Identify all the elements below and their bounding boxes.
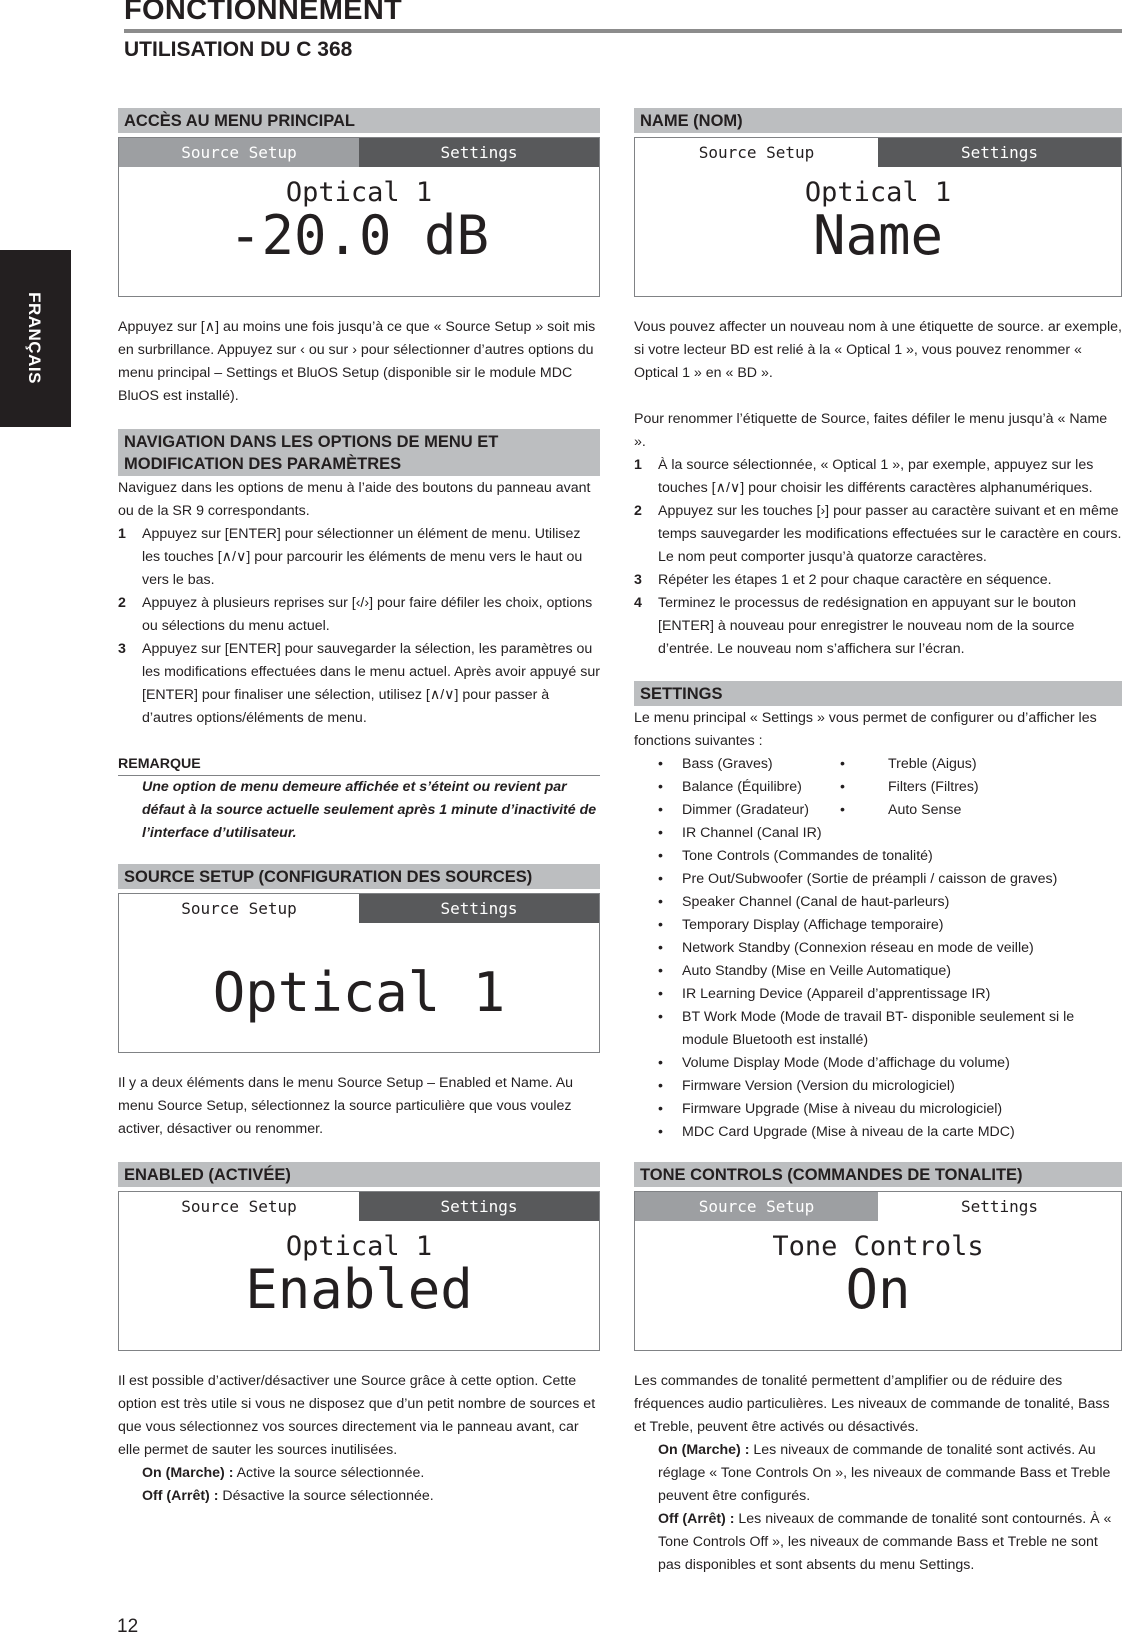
list-item: 4 Terminez le processus de redésignation en appuyant sur le bouton [ENTER] à nouveau pour enregistrer le nouveau nom de la source d’entrée. Le nouveau nom s’affichera sur l’écran. bbox=[634, 595, 1077, 657]
lcd-line2: Enabled bbox=[245, 1258, 473, 1321]
lcd-tab-settings: Settings bbox=[359, 138, 599, 167]
paragraph: Le menu principal « Settings » vous permet de configurer ou d’afficher les fonctions suivantes : bbox=[634, 710, 1097, 749]
lcd-big-line: Optical 1 bbox=[212, 961, 506, 1024]
lcd-line2: Name bbox=[812, 204, 944, 267]
lcd-line1: Optical 1 bbox=[285, 1231, 433, 1262]
list-item: • Speaker Channel (Canal de haut-parleurs) bbox=[658, 894, 950, 910]
lcd-display bbox=[634, 137, 1122, 297]
list-item: • Balance (Équilibre) • Filters (Filtres) bbox=[658, 779, 979, 795]
section-heading: TONE CONTROLS (COMMANDES DE TONALITE) bbox=[634, 1162, 1122, 1187]
list-item: 1 À la source sélectionnée, « Optical 1 », par exemple, appuyez sur les touches [∧/∨] pour choisir les différents caractères alphanumériques. bbox=[634, 457, 1094, 496]
section-source-setup bbox=[118, 864, 600, 1141]
lcd-tab-source-setup: Source Setup bbox=[119, 138, 359, 167]
list-item: • Temporary Display (Affichage temporaire) bbox=[658, 917, 944, 933]
lcd-tab-source-setup: Source Setup bbox=[635, 138, 878, 167]
list-item: • Auto Standby (Mise en Veille Automatique) bbox=[658, 963, 951, 979]
list-item: • IR Channel (Canal IR) bbox=[658, 825, 822, 841]
lcd-tab-settings: Settings bbox=[878, 138, 1121, 167]
page-title: FONCTIONNEMENT bbox=[124, 0, 403, 26]
lcd-display bbox=[118, 137, 600, 297]
section-name bbox=[634, 108, 1122, 661]
section-acces bbox=[118, 108, 600, 408]
lcd-display bbox=[634, 1191, 1122, 1351]
paragraph: Pour renommer l’étiquette de Source, faites défiler le menu jusqu’à « Name ». bbox=[634, 411, 1108, 450]
paragraph: Il y a deux éléments dans le menu Source Setup – Enabled et Name. Au menu Source Setup, sélectionnez la source particulière que vous voulez activer, désactiver ou renommer. bbox=[118, 1075, 574, 1137]
language-label: FRANÇAIS bbox=[25, 292, 44, 384]
lcd-tab-source-setup: Source Setup bbox=[635, 1192, 878, 1221]
option-on: On (Marche) : Active la source sélectionnée. bbox=[142, 1465, 425, 1481]
section-heading: SOURCE SETUP (CONFIGURATION DES SOURCES) bbox=[118, 864, 600, 889]
lcd-line2: -20.0 dB bbox=[228, 204, 490, 267]
option-off: Off (Arrêt) : Les niveaux de commande de tonalité sont contournés. À « Tone Controls Off », les niveaux de commande Bass et Treble ne sont pas disponibles et sont absents du menu Settings. bbox=[658, 1511, 1112, 1573]
list-item: 2 Appuyez sur les touches [›] pour passer au caractère suivant et en même temps sauvegarder les modifications effectuées sur le caractère en cours. Le nom peut comporter jusqu’à quatorze caractères. bbox=[634, 503, 1122, 565]
lcd-display bbox=[118, 1191, 600, 1351]
paragraph: Naviguez dans les options de menu à l’aide des boutons du panneau avant ou de la SR 9 correspondants. bbox=[118, 480, 591, 519]
list-item: • Network Standby (Connexion réseau en mode de veille) bbox=[658, 940, 1034, 956]
lcd-tab-source-setup: Source Setup bbox=[119, 894, 359, 923]
list-item: • Volume Display Mode (Mode d’affichage du volume) bbox=[658, 1055, 1010, 1071]
list-item: • Tone Controls (Commandes de tonalité) bbox=[658, 848, 933, 864]
section-heading: ENABLED (ACTIVÉE) bbox=[118, 1162, 600, 1187]
list-item: 3 Répéter les étapes 1 et 2 pour chaque caractère en séquence. bbox=[634, 572, 1052, 588]
lcd-line1: Optical 1 bbox=[804, 177, 952, 208]
list-item: • IR Learning Device (Appareil d’apprentissage IR) bbox=[658, 986, 991, 1002]
section-tone-controls bbox=[634, 1162, 1122, 1577]
section-heading: ACCÈS AU MENU PRINCIPAL bbox=[118, 108, 600, 133]
paragraph: Appuyez sur [∧] au moins une fois jusqu’à ce que « Source Setup » soit mis en surbrillance. Appuyez sur ‹ ou sur › pour sélectionner d’autres options du menu principal – Settings et BluOS Setup (disponible sir le module MDC BluOS est installé). bbox=[118, 319, 596, 404]
steps-list bbox=[634, 454, 1122, 661]
lcd-tab-source-setup: Source Setup bbox=[119, 1192, 359, 1221]
list-item: • Firmware Version (Version du micrologiciel) bbox=[658, 1078, 955, 1094]
list-item: 1 Appuyez sur [ENTER] pour sélectionner un élément de menu. Utilisez les touches [∧/∨] pour parcourir les éléments de menu vers le haut ou vers le bas. bbox=[118, 526, 583, 588]
settings-list bbox=[634, 753, 1122, 1144]
steps-list bbox=[118, 523, 600, 730]
lcd-line1: Tone Controls bbox=[772, 1231, 984, 1262]
lcd-tab-settings: Settings bbox=[359, 1192, 599, 1221]
section-heading: NAME (NOM) bbox=[634, 108, 1122, 133]
page-number: 12 bbox=[117, 1616, 139, 1637]
lcd-tab-settings: Settings bbox=[878, 1192, 1121, 1221]
list-item: • MDC Card Upgrade (Mise à niveau de la carte MDC) bbox=[658, 1124, 1015, 1140]
note-heading: REMARQUE bbox=[118, 753, 600, 776]
list-item: • BT Work Mode (Mode de travail BT- disponible seulement si le module Bluetooth est installé) bbox=[658, 1009, 1075, 1048]
option-off: Off (Arrêt) : Désactive la source sélectionnée. bbox=[142, 1488, 434, 1504]
page-subtitle: UTILISATION DU C 368 bbox=[124, 38, 353, 61]
section-enabled bbox=[118, 1162, 600, 1508]
lcd-tab-settings: Settings bbox=[359, 894, 599, 923]
list-item: 3 Appuyez sur [ENTER] pour sauvegarder la sélection, les paramètres ou les modifications effectuées dans le menu actuel. Après avoir appuyé sur [ENTER] pour finaliser une sélection, utilisez [∧/∨] pour passer à d’autres options/éléments de menu. bbox=[118, 641, 600, 726]
section-settings bbox=[634, 681, 1122, 1144]
paragraph: Il est possible d’activer/désactiver une Source grâce à cette option. Cette option est très utile si vous ne disposez que d’un petit nombre de sources et que vous sélectionnez vos sources directement via le panneau avant, car elle permet de sauter les sources inutilisées. bbox=[118, 1373, 596, 1458]
option-on: On (Marche) : Les niveaux de commande de tonalité sont activés. Au réglage « Tone Controls On », les niveaux de commande Bass et Treble peuvent être configurés. bbox=[658, 1442, 1111, 1504]
paragraph: Vous pouvez affecter un nouveau nom à une étiquette de source. ar exemple, si votre lecteur BD est relié à la « Optical 1 », vous pouvez renommer « Optical 1 » en « BD ». bbox=[634, 319, 1122, 381]
lcd-line1: Optical 1 bbox=[285, 177, 433, 208]
section-heading: SETTINGS bbox=[634, 681, 1122, 706]
note-text: Une option de menu demeure affichée et s’éteint ou revient par défaut à la source actuelle seulement après 1 minute d’inactivité de l’interface d’utilisateur. bbox=[142, 779, 597, 841]
language-tab bbox=[0, 250, 71, 427]
section-heading: NAVIGATION DANS LES OPTIONS DE MENU ET MODIFICATION DES PARAMÈTRES bbox=[118, 429, 600, 476]
header-rule bbox=[124, 29, 1122, 33]
list-item: 2 Appuyez à plusieurs reprises sur [‹/›] pour faire défiler les choix, options ou sélections du menu actuel. bbox=[118, 595, 593, 634]
lcd-line2: On bbox=[845, 1258, 911, 1321]
paragraph: Les commandes de tonalité permettent d’amplifier ou de réduire des fréquences audio particulières. Les niveaux de commande de tonalité, Bass et Treble, peuvent être activés ou désactivés. bbox=[634, 1373, 1110, 1435]
section-navigation bbox=[118, 429, 600, 845]
list-item: • Firmware Upgrade (Mise à niveau du micrologiciel) bbox=[658, 1101, 1003, 1117]
list-item: • Dimmer (Gradateur) • Auto Sense bbox=[658, 802, 962, 818]
list-item: • Bass (Graves) • Treble (Aigus) bbox=[658, 756, 977, 772]
lcd-display bbox=[118, 893, 600, 1053]
list-item: • Pre Out/Subwoofer (Sortie de préampli / caisson de graves) bbox=[658, 871, 1058, 887]
